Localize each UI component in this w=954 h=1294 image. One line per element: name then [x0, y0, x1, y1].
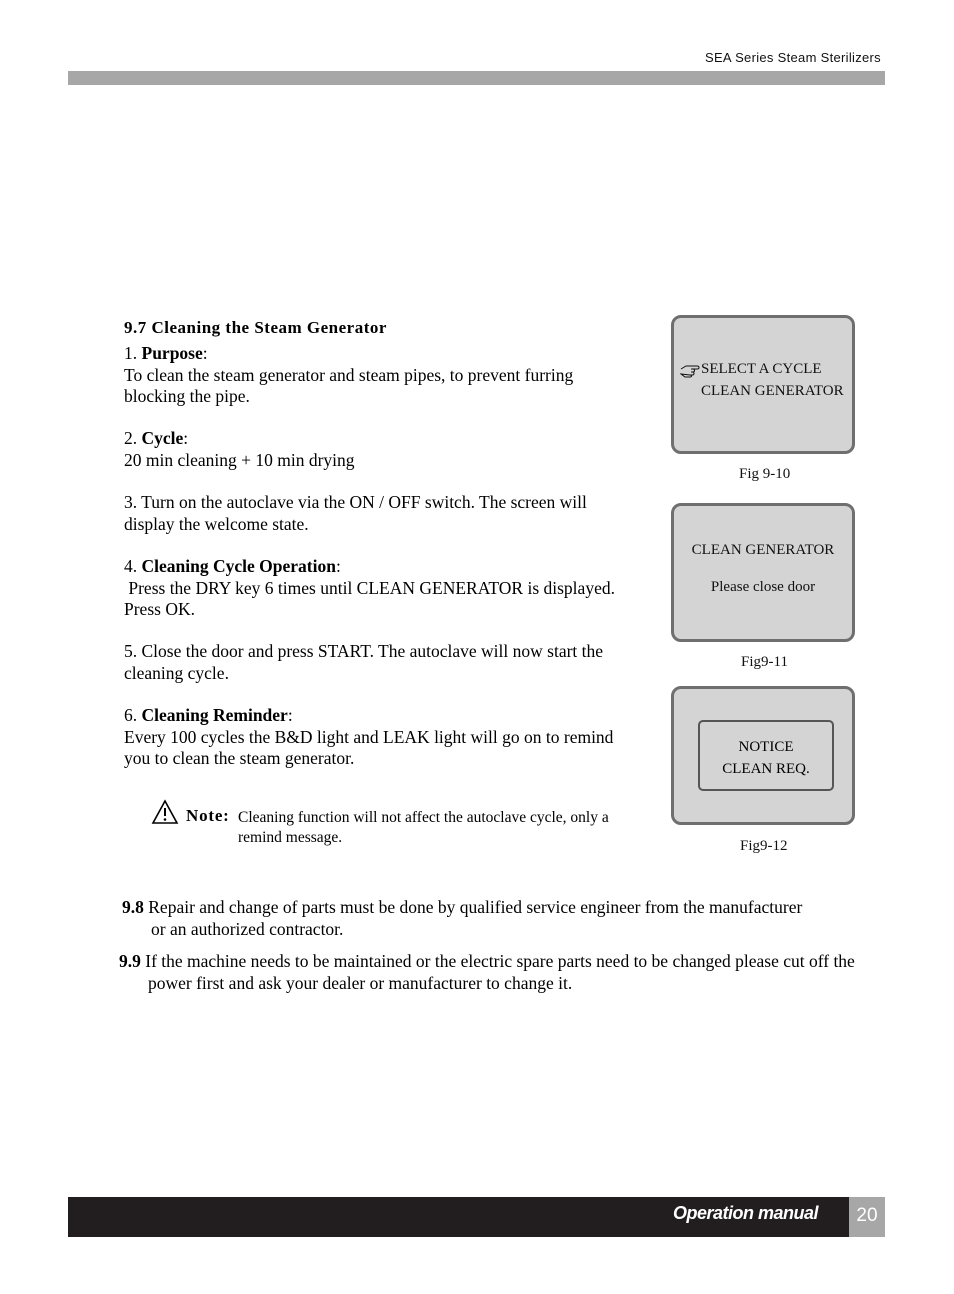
lcd-screen-notice — [671, 686, 855, 825]
item-number: 6. — [124, 705, 142, 725]
item-text: 5. Close the door and press START. The autoclave will now start the cleaning cycle. — [124, 641, 604, 683]
paragraph-number: 9.9 — [119, 951, 141, 971]
item-text: Press the DRY key 6 times until CLEAN GENERATOR is displayed. Press OK. — [124, 577, 620, 619]
paragraph-9-8 — [122, 896, 811, 940]
paragraph-text: Repair and change of parts must be done by qualified service engineer from the manufacturer or an authorized contractor. — [143, 897, 803, 939]
item-suffix: : — [183, 428, 189, 448]
lcd-screen-select-cycle — [671, 315, 855, 454]
item-label: Cleaning Cycle Operation — [141, 556, 336, 576]
paragraph-number: 9.8 — [122, 897, 144, 917]
figure-caption: Fig9-12 — [740, 838, 788, 854]
list-item-close-door — [124, 641, 624, 684]
paragraph-9-9 — [119, 950, 888, 994]
item-text: 20 min cleaning + 10 min drying — [124, 449, 355, 470]
lcd-screen-clean-generator — [671, 503, 855, 642]
item-label: Purpose — [141, 343, 203, 363]
page-number: 20 — [856, 1205, 878, 1226]
item-text: 3. Turn on the autoclave via the ON / OFF switch. The screen will display the welcome state. — [124, 492, 587, 534]
item-text: To clean the steam generator and steam pipes, to prevent furring blocking the pipe. — [124, 364, 574, 406]
figure-caption: Fig9-11 — [741, 654, 788, 670]
item-suffix: : — [335, 556, 341, 576]
footer-label: Operation manual — [672, 1203, 818, 1223]
list-item-cleaning-reminder — [124, 705, 624, 770]
screen-line-1: CLEAN GENERATOR — [691, 542, 835, 558]
pointing-hand-icon — [680, 364, 700, 378]
item-suffix: : — [202, 343, 208, 363]
screen-line-2: CLEAN REQ. — [722, 761, 810, 777]
note-text: Cleaning function will not affect the autoclave cycle, only a remind message. — [238, 809, 609, 846]
section-title: 9.7 Cleaning the Steam Generator — [124, 318, 387, 337]
item-text: Every 100 cycles the B&D light and LEAK light will go on to remind you to clean the steam generator. — [124, 726, 614, 768]
screen-line-2: CLEAN GENERATOR — [701, 383, 844, 399]
running-header: SEA Series Steam Sterilizers — [704, 50, 881, 65]
item-number: 1. — [124, 343, 142, 363]
item-label: Cleaning Reminder — [141, 705, 288, 725]
warning-triangle-icon — [151, 799, 179, 825]
notice-box — [698, 720, 834, 791]
screen-line-1: NOTICE — [738, 739, 794, 755]
list-item-cleaning-cycle-operation — [124, 556, 624, 621]
paragraph-text: If the machine needs to be maintained or the electric spare parts need to be changed please cut off the power first and ask your dealer or manufacturer to change it. — [140, 951, 855, 993]
list-item-cycle — [124, 428, 624, 471]
figure-caption: Fig 9-10 — [739, 466, 791, 482]
header-rule — [68, 71, 885, 85]
item-number: 2. — [124, 428, 142, 448]
list-item-turn-on — [124, 492, 624, 535]
item-suffix: : — [287, 705, 293, 725]
item-label: Cycle — [141, 428, 184, 448]
screen-line-2: Please close door — [710, 579, 816, 595]
item-number: 4. — [124, 556, 142, 576]
note-label: Note: — [186, 806, 230, 825]
screen-line-1: SELECT A CYCLE — [701, 361, 822, 377]
list-item-purpose — [124, 343, 624, 408]
